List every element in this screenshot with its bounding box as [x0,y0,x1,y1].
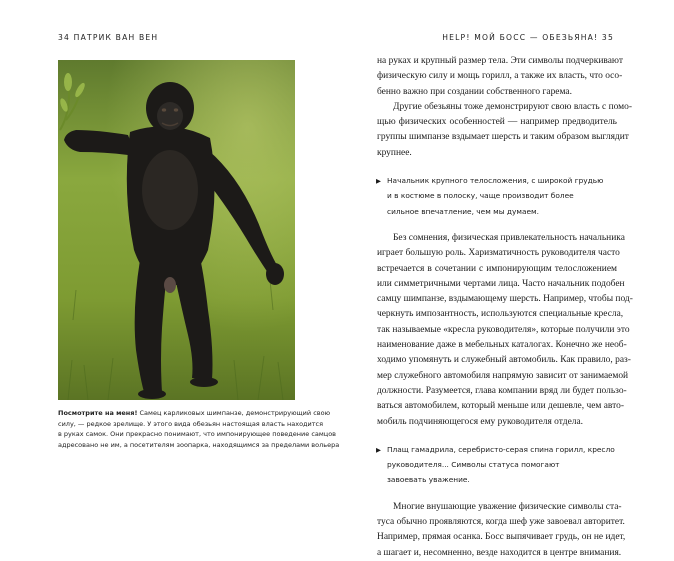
left-running-head: 34 ПАТРИК ВАН ВЕН [58,33,159,42]
left-page [0,0,340,511]
bonobo-photo [58,60,295,400]
b1-line-3: сильное впечатление, чем мы думаем. [387,206,539,216]
p2-line-3: группы шимпанзе вздымает шерсть и таким образом выглядит [377,132,629,143]
b2-line-2: руководителя... Символы статуса помогают [387,460,560,470]
p3-line-1: Без сомнения, физическая привлекательность начальника [393,232,625,243]
bullet-1 [377,173,617,219]
b1-line-1: Начальник крупного телосложения, с широкой грудью [387,176,604,186]
caption-line-1 [58,408,331,419]
bullet-arrow-icon: ▶ [376,177,381,186]
p1-line-3: бенно важно при создании собственного гарема. [377,86,572,97]
p3-line-10: мер служебного автомобиля напрямую зависит от занимаемой [377,370,629,381]
right-running-head: HELP! МОЙ БОСС — ОБЕЗЬЯНА! 35 [442,33,614,42]
p3-line-12: ваться автомобилем, который меньше или дешевле, чем авто- [377,401,624,412]
p3-line-6: черкнуть импозантность, используются специальные кресла, [377,309,624,320]
p4-line-3: Например, прямая осанка. Босс выпячивает грудь, он не идет, [377,532,626,543]
b1-line-2: и в костюме в полоску, чаще производит более [387,191,574,201]
p2-line-1: Другие обезьяны тоже демонстрируют свою власть с помо- [393,101,633,112]
p3-line-4: или симметричными чертами лица. Часто начальник подобен [377,278,625,289]
p3-line-9: ходимо упомянуть и служебный автомобиль. Как правило, раз- [377,355,631,366]
p3-line-11: должности. Разумеется, глава компании вряд ли будет пользо- [377,385,627,396]
p3-line-3: встречается в сочетании с импонирующим телосложением [377,263,617,274]
p1-line-2: физическую силу и мощь горилл, а также их власть, что осо- [377,71,623,82]
bullet-arrow-icon: ▶ [376,445,381,454]
photo-caption [58,408,340,450]
p4-line-1: Многие внушающие уважение физические символы ста- [393,501,622,512]
p4-line-2: туса обычно проявляются, когда шеф уже завоевал авторитет. [377,517,625,528]
right-page-body [376,54,633,561]
b2-line-1: Плащ гамадрила, серебристо-серая спина горилл, кресло [387,444,615,454]
p3-line-5: самцу шимпанзе, вздымающему шерсть. Например, чтобы под- [377,294,633,305]
p2-line-2: щью физических особенностей — например предводитель [377,117,617,128]
paragraph-2 [377,100,633,161]
paragraph-4 [377,500,626,561]
caption-line-4: адресовано не им, а посетителям зоопарка, находящимся за пределами вольера [58,440,340,449]
bullet-2 [377,442,617,488]
bonobo-photo-icon [58,60,295,400]
p3-line-8: наименование даже в мебельных каталогах. Конечно же необ- [377,340,627,351]
b2-line-3: завоевать уважение. [387,475,470,485]
caption-line-2: силу, — редкое зрелище. У этого вида обезьян настоящая власть находится [58,419,324,428]
p3-line-2: играет большую роль. Харизматичность руководителя часто [377,248,620,259]
p3-line-13: мобиль подчиняющегося ему руководителя отдела. [377,416,584,427]
p3-line-7: так называемые «кресла руководителя», которые получили это [377,324,630,335]
caption-line-1-text: Самец карликовых шимпанзе, демонстрирующий свою [137,409,331,417]
paragraph-1 [377,54,623,100]
p4-line-4: а шагает и, несомненно, везде находится в центре внимания. [377,547,622,558]
caption-line-3: в руках самок. Они прекрасно понимают, что импонирующее поведение самцов [58,430,337,439]
p2-line-4: крупнее. [377,147,412,158]
paragraph-3 [377,231,633,430]
caption-title: Посмотрите на меня! [58,409,138,417]
p1-line-1: на руках и крупный размер тела. Эти символы подчеркивают [377,56,623,66]
